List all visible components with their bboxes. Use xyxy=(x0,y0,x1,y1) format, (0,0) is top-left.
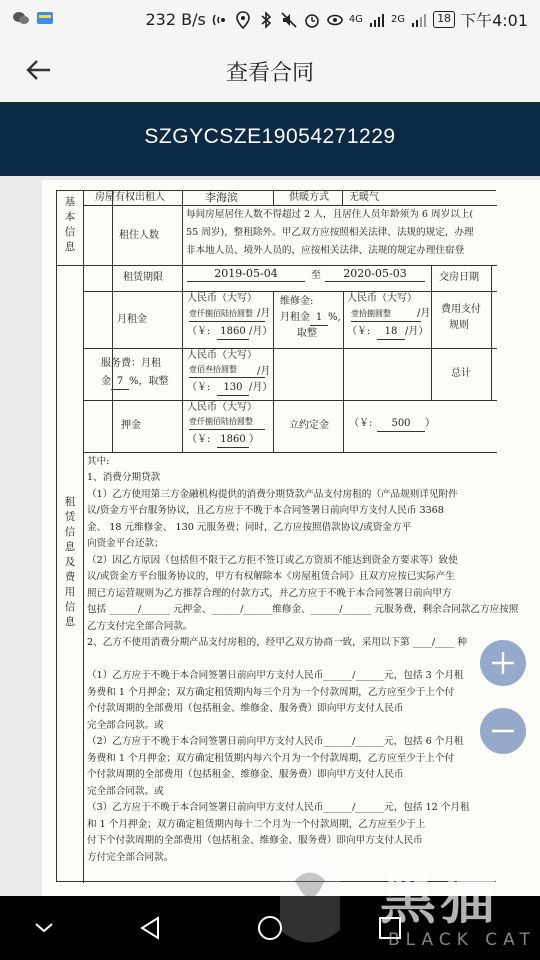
clause-line: 务费和 1 个月押金；双方确定租赁期内每六个月为一个付款周期，乙方应至少于上个付 xyxy=(87,753,455,764)
location-icon xyxy=(234,11,252,29)
earnest-suffix: ） xyxy=(425,418,435,429)
clause-line: 2、乙方不使用消费分期产品支付房租的，经甲乙双方协商一致，采用以下第 ____/____ 种 xyxy=(87,637,467,648)
service-num-suffix: /月） xyxy=(249,382,273,393)
clause-line: 议/资金方平台服务协议，且乙方应于不晚于本合同签署日前向甲方支付人民币 3368 xyxy=(87,505,444,516)
service-fee-label-2: 金 7 %，取整 xyxy=(101,375,169,390)
clause-line: 乙方支付完全部合同款。 xyxy=(87,621,193,632)
tenants-rule-line-1: 每间房屋居住人数不得超过 2 人，且居住人员年龄须为 6 周岁以上( xyxy=(186,209,474,220)
wechat-icon xyxy=(12,9,30,27)
contract-table xyxy=(56,190,519,882)
contract-id-bar xyxy=(0,102,540,176)
service-rmb-caps-label: 人民币（大写） xyxy=(187,350,257,361)
eye-icon xyxy=(326,11,344,29)
mute-icon xyxy=(280,11,298,29)
nav-back-icon[interactable] xyxy=(136,914,164,942)
service-num-prefix: （￥: xyxy=(187,382,211,393)
signal-2-icon xyxy=(410,11,428,29)
clause-line: （1）乙方使用第三方金融机构提供的消费分期贷款产品支付房租的（产品规则详见附件 xyxy=(87,489,458,500)
network-speed: 232 B/s xyxy=(145,10,206,29)
maint-label: 维修金: xyxy=(280,296,314,307)
clause-line: 和 1 个月押金；双方确定租赁期内每十二个月为一个付款周期，乙方应至少于上 xyxy=(87,819,426,830)
clause-line: 向资金平台还款； xyxy=(87,538,164,549)
plus-icon xyxy=(489,649,517,677)
monthly-rmb-caps-label: 人民币（大写） xyxy=(187,293,257,304)
service-caps: 壹佰叁拾圆整 xyxy=(189,363,265,378)
monthly-rent-label: 月租金 xyxy=(117,314,147,325)
gallery-icon xyxy=(36,9,54,27)
owner-name: 李海滨 xyxy=(205,191,238,204)
app-header xyxy=(0,38,540,102)
clause-line: 个付款周期的全部费用（包括租金、维修金、服务费）即向甲方支付人民币 xyxy=(87,769,404,780)
tenants-rule-line-3: 非本地人员、境外人员的，应按相关法律、法规的规定办理住宿登 xyxy=(186,245,465,256)
earnest-num: 500 xyxy=(377,417,425,432)
status-right-icons xyxy=(145,8,528,31)
heating-value: 无暖气 xyxy=(349,192,379,203)
monthly-per: /月 xyxy=(257,308,271,319)
owner-label: 房屋有权出租人 xyxy=(95,192,165,203)
watermark-text: 黑猫 xyxy=(380,867,500,932)
maint-rmb-caps-label: 人民币（大写） xyxy=(347,293,417,304)
clause-line: （2）因乙方原因（包括但不限于乙方拒不签订或乙方资质不能达到资金方要求等）致使 xyxy=(87,555,458,566)
monthly-num-suffix: /月） xyxy=(249,326,273,337)
deposit-rmb-caps-label: 人民币（大写） xyxy=(187,402,257,413)
maint-round: 取整 xyxy=(297,328,317,339)
clause-line: 完全部合同款。或 xyxy=(87,786,164,797)
maint-num-prefix: （￥: xyxy=(347,326,371,337)
deposit-num-prefix: （￥: xyxy=(187,434,211,445)
maint-rent-text: 月租金 1 %, xyxy=(280,311,341,326)
status-left-icons xyxy=(12,9,54,27)
clause-line: 务费和 1 个月押金；双方确定租赁期内每三个月为一个付款周期，乙方应至少于上个付 xyxy=(87,687,455,698)
clause-line: 1、消费分期贷款 xyxy=(87,472,161,483)
clause-line: 方付完全部合同款。 xyxy=(87,852,174,863)
clause-line: 议/或资金方平台服务协议的，甲方有权解除本《房屋租赁合同》且双方应按已实际产生 xyxy=(87,571,455,582)
term-to: 至 xyxy=(311,270,321,281)
deposit-num: 1860 xyxy=(217,433,249,448)
signal-icon xyxy=(368,11,386,29)
clause-line: 付下个付款周期的全部费用（包括租金、维修金、服务费）即向甲方支付人民币 xyxy=(87,835,423,846)
service-num: 130 xyxy=(217,381,249,396)
tenants-label: 租住人数 xyxy=(119,230,159,241)
earnest-label: 立约定金 xyxy=(289,420,329,431)
earnest-prefix: （￥: xyxy=(349,418,373,429)
battery-indicator: 18 xyxy=(433,11,455,28)
section-rent-info: 租赁信息及费用信息 xyxy=(64,496,76,628)
alarm-icon xyxy=(303,11,321,29)
term-end: 2020-05-03 xyxy=(325,267,425,282)
collapse-chevron-icon[interactable] xyxy=(32,920,56,936)
fee-rule-label-2: 规则 xyxy=(449,320,469,331)
bluetooth-icon xyxy=(257,11,275,29)
clause-line: （1）乙方应于不晚于本合同签署日前向甲方支付人民币______/______元，包括 3 个月租 xyxy=(87,670,464,681)
monthly-caps: 壹仟捌佰陆拾圆整 xyxy=(189,307,265,322)
deposit-label: 押金 xyxy=(121,420,141,431)
service-fee-label-1: 服务费：月租 xyxy=(101,358,161,369)
clause-line: 个付款周期的全部费用（包括租金、维修金、服务费）即向甲方支付人民币 xyxy=(87,703,404,714)
page-title: 查看合同 xyxy=(225,61,314,86)
signal-2g-label: 2G xyxy=(390,14,406,25)
clause-line: （3）乙方应于不晚于本合同签署日前向甲方支付人民币______/______元，包括 12 个月租 xyxy=(87,802,470,813)
status-bar xyxy=(0,0,540,38)
total-label: 总计 xyxy=(451,368,471,379)
maint-per: /月 xyxy=(417,308,431,319)
tenants-rule-line-2: 55 周岁)，整租除外。甲乙双方应按照相关法律、法规的规定，办理 xyxy=(186,227,474,238)
minus-icon xyxy=(489,717,517,745)
deposit-caps: 壹仟捌佰陆拾圆整 xyxy=(189,415,265,430)
service-per: /月 xyxy=(257,366,271,377)
handover-label: 交房日期 xyxy=(439,272,479,283)
clause-line: 完全部合同款。或 xyxy=(87,720,164,731)
deposit-num-suffix: ） xyxy=(249,434,259,445)
fee-rule-label-1: 费用支付 xyxy=(441,304,481,315)
zoom-in-button[interactable] xyxy=(480,640,526,686)
nfc-icon xyxy=(211,11,229,29)
monthly-num-prefix: （￥: xyxy=(187,326,211,337)
clause-line: 其中: xyxy=(87,456,110,467)
clause-line: （2）乙方应于不晚于本合同签署日前向甲方支付人民币______/______元，包括 6 个月租 xyxy=(87,736,464,747)
clause-line: 金、 18 元维修金、 130 元服务费；同时，乙方应按照借款协议/或资金方平 xyxy=(87,522,412,533)
clause-line: 包括 ______/______ 元押金、______/______维修金、______/______ 元服务费，剩余合同款乙方应按照 xyxy=(87,604,519,615)
term-start: 2019-05-04 xyxy=(187,267,305,282)
heating-label: 供暖方式 xyxy=(289,192,329,203)
term-label: 租赁期限 xyxy=(123,272,163,283)
section-basic-info: 基本信息 xyxy=(64,196,76,253)
watermark-subtext: BLACK CAT xyxy=(388,930,536,950)
maint-caps: 壹拾捌圆整 xyxy=(351,307,421,322)
signal-4g-label: 4G xyxy=(348,14,363,25)
maint-num-suffix: /月） xyxy=(405,326,429,337)
contract-id: SZGYCSZE19054271229 xyxy=(144,125,396,148)
monthly-num: 1860 xyxy=(217,325,249,340)
maint-num: 18 xyxy=(377,325,405,340)
clause-line: 照已方运营规则为乙方推荐合理的付款方式，并乙方应于不晚于本合同签署日前向甲方 xyxy=(87,588,452,599)
zoom-out-button[interactable] xyxy=(480,708,526,754)
clock: 下午4:01 xyxy=(460,11,528,30)
